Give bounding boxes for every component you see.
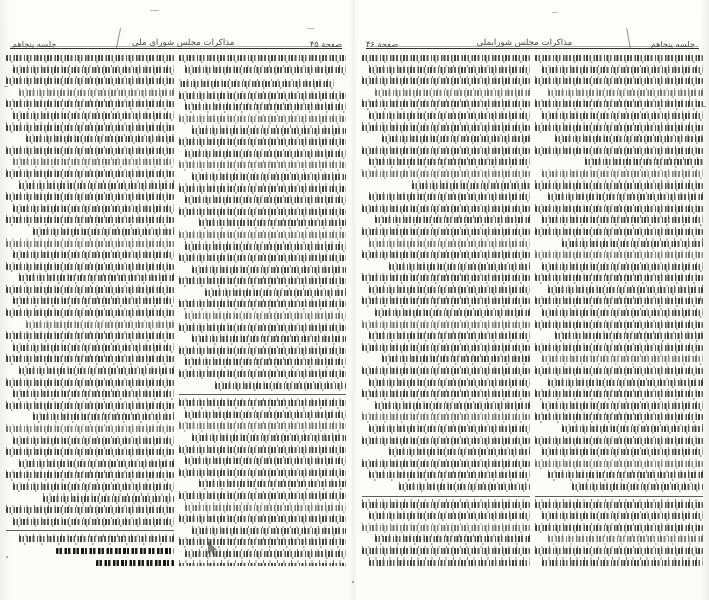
text-line bbox=[179, 81, 335, 87]
text-line bbox=[542, 113, 703, 119]
right-page-outer-column bbox=[362, 55, 530, 566]
text-line bbox=[179, 93, 347, 99]
left-page-inner-column bbox=[179, 55, 347, 566]
text-line bbox=[6, 426, 174, 432]
text-line bbox=[362, 206, 530, 212]
text-line bbox=[205, 290, 346, 296]
scan-streak-top-3 bbox=[552, 12, 558, 13]
text-line bbox=[6, 333, 174, 339]
text-line bbox=[185, 359, 346, 365]
scan-speck-right bbox=[697, 552, 699, 554]
text-line bbox=[179, 371, 347, 377]
mouse-pointer-smudge bbox=[207, 541, 219, 557]
text-line bbox=[6, 380, 174, 386]
text-line bbox=[185, 197, 346, 203]
text-line bbox=[6, 125, 174, 131]
text-line bbox=[13, 438, 174, 444]
text-line bbox=[382, 136, 530, 142]
document-title-right: مذاكرات مجلس شوراىملى bbox=[476, 38, 573, 49]
text-line bbox=[542, 217, 703, 223]
inner-col-transcript-2 bbox=[345, 81, 346, 82]
text-line bbox=[362, 368, 530, 374]
text-line bbox=[375, 310, 530, 316]
text-line bbox=[13, 391, 174, 397]
header-hairline-right bbox=[366, 46, 699, 47]
text-line bbox=[389, 264, 530, 270]
text-line bbox=[548, 194, 703, 200]
text-line bbox=[179, 539, 347, 545]
text-line bbox=[13, 298, 174, 304]
text-line bbox=[542, 264, 703, 270]
text-line bbox=[185, 151, 346, 157]
text-line bbox=[19, 368, 173, 374]
text-line bbox=[179, 563, 347, 566]
text-line bbox=[6, 78, 174, 84]
scan-streak-top bbox=[150, 10, 159, 11]
text-line bbox=[535, 148, 703, 154]
text-line bbox=[542, 513, 703, 519]
text-line bbox=[179, 400, 347, 406]
column-divider-rule bbox=[535, 496, 703, 497]
text-line bbox=[185, 104, 346, 110]
text-line bbox=[369, 560, 530, 566]
page-number-left: صفحة ۴۵ bbox=[309, 38, 342, 49]
text-line bbox=[199, 481, 346, 487]
text-line bbox=[585, 159, 703, 165]
text-line bbox=[362, 125, 530, 131]
text-line bbox=[179, 232, 347, 238]
text-line bbox=[192, 336, 346, 342]
text-line bbox=[535, 183, 703, 189]
text-line bbox=[6, 171, 174, 177]
session-label-right: جلسه پنجاهم bbox=[650, 38, 695, 49]
text-line bbox=[535, 252, 703, 258]
text-line bbox=[6, 472, 174, 478]
text-line bbox=[369, 513, 530, 519]
text-line bbox=[535, 78, 703, 84]
text-line bbox=[362, 78, 530, 84]
text-line bbox=[192, 174, 346, 180]
header-rule-right bbox=[366, 48, 699, 49]
text-line bbox=[185, 244, 346, 250]
text-line bbox=[562, 241, 703, 247]
page-right bbox=[356, 0, 709, 600]
text-line bbox=[535, 391, 703, 397]
text-line bbox=[542, 67, 703, 73]
text-line bbox=[185, 412, 346, 418]
text-line bbox=[185, 505, 346, 511]
page-number-right: صفحة ۴۶ bbox=[366, 38, 399, 49]
text-line bbox=[13, 519, 174, 525]
text-line bbox=[382, 356, 530, 362]
text-line bbox=[179, 301, 347, 307]
text-line bbox=[369, 159, 530, 165]
text-line bbox=[412, 183, 530, 189]
text-line bbox=[6, 101, 174, 107]
text-line bbox=[535, 438, 703, 444]
text-line bbox=[215, 383, 346, 389]
text-line bbox=[555, 136, 703, 142]
text-line bbox=[13, 484, 174, 490]
text-line bbox=[19, 183, 173, 189]
text-line bbox=[362, 502, 530, 508]
text-line bbox=[535, 345, 703, 351]
text-line bbox=[548, 536, 703, 542]
margin-tick-right-2 bbox=[700, 296, 701, 301]
text-line bbox=[19, 90, 173, 96]
text-line bbox=[6, 148, 174, 154]
text-columns-left bbox=[6, 55, 346, 566]
column-divider-rule bbox=[362, 496, 530, 497]
text-line bbox=[13, 206, 174, 212]
text-line bbox=[362, 345, 530, 351]
text-line bbox=[535, 502, 703, 508]
text-line bbox=[369, 380, 530, 386]
text-line bbox=[179, 139, 347, 145]
text-line bbox=[362, 171, 530, 177]
text-line bbox=[179, 516, 347, 522]
text-line bbox=[26, 322, 173, 328]
text-line bbox=[369, 113, 530, 119]
text-line bbox=[369, 241, 530, 247]
text-line bbox=[13, 113, 174, 119]
text-line bbox=[362, 55, 530, 61]
margin-tick-right bbox=[703, 106, 706, 107]
text-line bbox=[179, 470, 347, 476]
text-line bbox=[542, 171, 703, 177]
text-line bbox=[19, 536, 173, 542]
text-line bbox=[362, 252, 530, 258]
text-line bbox=[6, 356, 174, 362]
text-line bbox=[375, 90, 530, 96]
margin-tick-left bbox=[4, 86, 8, 87]
column-divider-rule bbox=[6, 530, 174, 531]
text-line bbox=[362, 414, 530, 420]
text-line bbox=[192, 267, 346, 273]
text-line bbox=[362, 438, 530, 444]
text-line bbox=[535, 322, 703, 328]
header-hairline-left bbox=[10, 46, 342, 47]
text-line bbox=[179, 162, 347, 168]
text-line bbox=[369, 426, 530, 432]
text-line bbox=[19, 275, 173, 281]
text-line bbox=[548, 472, 703, 478]
text-line bbox=[179, 209, 347, 215]
text-line bbox=[369, 472, 530, 478]
footer-dot-center bbox=[352, 581, 354, 583]
center-fold-shadow bbox=[350, 0, 357, 600]
text-line bbox=[369, 287, 530, 293]
text-line bbox=[192, 435, 346, 441]
text-line bbox=[6, 507, 174, 513]
text-line bbox=[6, 264, 174, 270]
text-line bbox=[179, 447, 347, 453]
page-edge-shadow-left bbox=[0, 0, 10, 600]
text-line bbox=[535, 414, 703, 420]
text-line bbox=[362, 298, 530, 304]
text-line bbox=[542, 356, 703, 362]
text-line bbox=[6, 449, 174, 455]
text-line bbox=[179, 255, 347, 261]
text-line bbox=[362, 461, 530, 467]
text-line bbox=[362, 275, 530, 281]
text-line bbox=[33, 414, 174, 420]
text-line bbox=[535, 206, 703, 212]
text-line bbox=[6, 194, 174, 200]
speaker-heading-rais bbox=[56, 548, 173, 554]
text-line bbox=[562, 426, 703, 432]
text-line bbox=[572, 484, 703, 490]
text-line bbox=[535, 55, 703, 61]
text-line bbox=[199, 220, 346, 226]
text-line bbox=[179, 116, 347, 122]
text-line bbox=[179, 348, 347, 354]
text-line bbox=[375, 217, 530, 223]
text-line bbox=[542, 310, 703, 316]
margin-tick-left-2 bbox=[6, 124, 7, 128]
text-line bbox=[375, 536, 530, 542]
text-line bbox=[185, 313, 346, 319]
text-line bbox=[369, 333, 530, 339]
text-line bbox=[6, 287, 174, 293]
text-line bbox=[535, 125, 703, 131]
header-rule-left bbox=[10, 48, 342, 49]
text-line bbox=[6, 403, 174, 409]
text-line bbox=[13, 67, 174, 73]
text-line bbox=[369, 194, 530, 200]
text-line bbox=[535, 368, 703, 374]
text-line bbox=[185, 67, 346, 73]
text-line bbox=[369, 67, 530, 73]
text-line bbox=[535, 525, 703, 531]
text-line bbox=[535, 548, 703, 554]
text-line bbox=[362, 322, 530, 328]
text-line bbox=[13, 345, 174, 351]
text-line bbox=[535, 101, 703, 107]
text-line bbox=[399, 484, 530, 490]
text-line bbox=[6, 217, 174, 223]
column-divider-rule bbox=[179, 394, 347, 395]
text-line bbox=[548, 287, 703, 293]
text-line bbox=[548, 380, 703, 386]
document-title-left: مذاكرات مجلس شوراى ملى bbox=[131, 38, 235, 49]
scan-streak-top-2 bbox=[307, 28, 314, 29]
speaker-heading-kashfi bbox=[96, 560, 173, 566]
text-line bbox=[535, 461, 703, 467]
text-line bbox=[6, 310, 174, 316]
text-line bbox=[185, 458, 346, 464]
text-line bbox=[179, 186, 347, 192]
page-left bbox=[0, 0, 352, 600]
text-columns-right bbox=[362, 55, 703, 566]
text-line bbox=[179, 278, 347, 284]
text-line bbox=[542, 560, 703, 566]
scan-speck-left bbox=[6, 556, 8, 558]
text-line bbox=[362, 391, 530, 397]
text-line bbox=[179, 325, 347, 331]
text-line bbox=[13, 252, 174, 258]
text-line bbox=[179, 493, 347, 499]
text-line bbox=[6, 55, 174, 61]
text-line bbox=[555, 333, 703, 339]
text-line bbox=[26, 136, 173, 142]
right-page-inner-column bbox=[535, 55, 703, 566]
text-line bbox=[179, 55, 347, 61]
text-line bbox=[535, 229, 703, 235]
text-line bbox=[192, 528, 346, 534]
session-label-left: جلسه پنجاهم bbox=[12, 38, 57, 49]
text-line bbox=[535, 275, 703, 281]
text-line bbox=[542, 449, 703, 455]
text-line bbox=[33, 229, 174, 235]
text-line bbox=[192, 128, 346, 134]
text-line bbox=[43, 496, 174, 502]
text-line bbox=[362, 101, 530, 107]
text-line bbox=[362, 148, 530, 154]
text-line bbox=[179, 423, 347, 429]
text-line bbox=[389, 449, 530, 455]
text-line bbox=[362, 525, 530, 531]
text-line bbox=[13, 159, 174, 165]
text-line bbox=[375, 403, 530, 409]
text-line bbox=[6, 241, 174, 247]
text-line bbox=[542, 403, 703, 409]
left-page-outer-column bbox=[6, 55, 174, 566]
text-line bbox=[19, 461, 173, 467]
text-line bbox=[548, 90, 703, 96]
text-line bbox=[362, 548, 530, 554]
text-line bbox=[535, 298, 703, 304]
text-line bbox=[362, 229, 530, 235]
